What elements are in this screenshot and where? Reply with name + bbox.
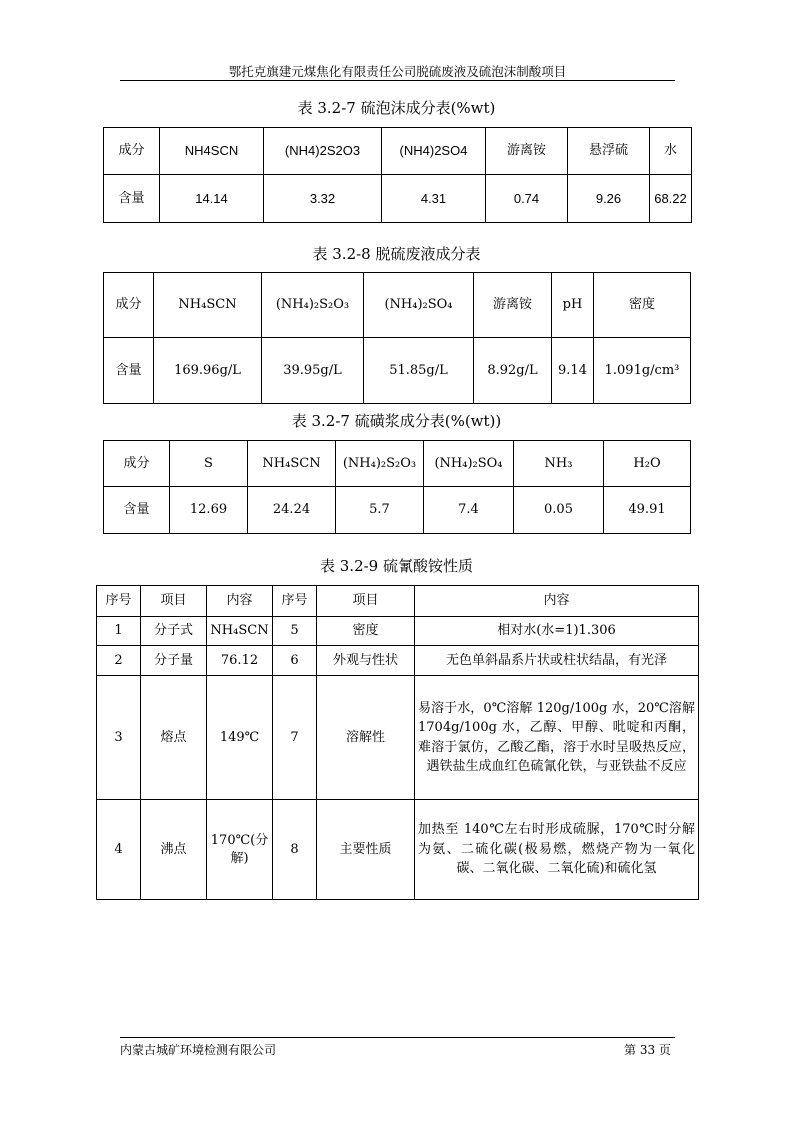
footer-rule xyxy=(120,1037,675,1038)
table-cell: 成分 xyxy=(104,441,170,487)
table-header-cell: 内容 xyxy=(207,586,273,617)
table-header-cell: 项目 xyxy=(141,586,207,617)
table-row xyxy=(104,273,691,338)
table-cell: 4 xyxy=(97,800,141,900)
table-cell: 含量 xyxy=(104,487,170,534)
table-cell: 76.12 xyxy=(207,646,273,676)
table-cell: 成分 xyxy=(104,273,154,338)
table-cell: S xyxy=(170,441,248,487)
table-cell: 3.32 xyxy=(264,175,382,223)
table-cell: 溶解性 xyxy=(317,676,415,800)
table-cell: 51.85g/L xyxy=(364,338,474,404)
table-cell: 相对水(水=1)1.306 xyxy=(415,617,699,646)
table-cell: 3 xyxy=(97,676,141,800)
table-row xyxy=(97,800,699,900)
sulfur-slurry-composition-table xyxy=(103,440,691,534)
table-cell: 无色单斜晶系片状或柱状结晶，有光泽 xyxy=(415,646,699,676)
table-cell: (NH₄)₂S₂O₃ xyxy=(262,273,364,338)
table-cell: 分子量 xyxy=(141,646,207,676)
table-row xyxy=(97,617,699,646)
table-header-cell: 内容 xyxy=(415,586,699,617)
table-cell: 9.26 xyxy=(568,175,650,223)
table-cell: 含量 xyxy=(104,175,160,223)
table-cell: 4.31 xyxy=(382,175,486,223)
table-cell: 24.24 xyxy=(248,487,336,534)
table-cell: 8.92g/L xyxy=(474,338,552,404)
table-cell: NH4SCN xyxy=(160,128,264,175)
table3-caption: 表 3.2-7 硫磺浆成分表(%(wt)) xyxy=(291,412,502,430)
table-cell: 6 xyxy=(273,646,317,676)
table-cell: (NH4)2S2O3 xyxy=(264,128,382,175)
waste-liquid-composition-table xyxy=(103,272,691,404)
table-cell: 悬浮硫 xyxy=(568,128,650,175)
table-cell: 含量 xyxy=(104,338,154,404)
table-header-row xyxy=(97,586,699,617)
table-cell: NH₃ xyxy=(514,441,604,487)
ammonium-thiocyanate-properties-table xyxy=(96,585,699,900)
table-cell: 0.05 xyxy=(514,487,604,534)
table-cell: 水 xyxy=(650,128,692,175)
table-cell: 密度 xyxy=(317,617,415,646)
table-cell: 0.74 xyxy=(486,175,568,223)
table-cell: 沸点 xyxy=(141,800,207,900)
table-cell: NH₄SCN xyxy=(207,617,273,646)
table-cell: pH xyxy=(552,273,594,338)
table-cell: 分子式 xyxy=(141,617,207,646)
table-cell: 游离铵 xyxy=(486,128,568,175)
table-cell: 加热至 140℃左右时形成硫脲，170℃时分解为氨、二硫化碳(极易燃，燃烧产物为一氧化碳、二氧化碳、二氧化硫)和硫化氢 xyxy=(415,800,699,900)
table-cell: (NH₄)₂SO₄ xyxy=(424,441,514,487)
table-cell: 7 xyxy=(273,676,317,800)
table4-caption: 表 3.2-9 硫氰酸铵性质 xyxy=(319,557,473,575)
table-cell: H₂O xyxy=(604,441,691,487)
page-header: 鄂托克旗建元煤焦化有限责任公司脱硫废液及硫泡沫制酸项目 xyxy=(228,64,567,79)
table-row xyxy=(104,487,691,534)
table1-caption: 表 3.2-7 硫泡沫成分表(%wt) xyxy=(297,99,496,117)
table-cell: 149℃ xyxy=(207,676,273,800)
table-cell: (NH₄)₂S₂O₃ xyxy=(336,441,424,487)
table-cell: 14.14 xyxy=(160,175,264,223)
table-cell: 170℃(分解) xyxy=(207,800,273,900)
table-row xyxy=(104,128,692,175)
footer-company: 内蒙古城矿环境检测有限公司 xyxy=(120,1043,277,1057)
table-cell: 1 xyxy=(97,617,141,646)
header-rule xyxy=(120,80,675,81)
table-cell: 169.96g/L xyxy=(154,338,262,404)
table-header-cell: 项目 xyxy=(317,586,415,617)
table-cell: 熔点 xyxy=(141,676,207,800)
table-header-cell: 序号 xyxy=(273,586,317,617)
table-cell: 密度 xyxy=(594,273,691,338)
table-cell: 1.091g/cm³ xyxy=(594,338,691,404)
table-row xyxy=(104,175,692,223)
table-cell: 外观与性状 xyxy=(317,646,415,676)
footer-page-number: 第 33 页 xyxy=(624,1043,671,1057)
table-header-cell: 序号 xyxy=(97,586,141,617)
table-row xyxy=(104,338,691,404)
table2-caption: 表 3.2-8 脱硫废液成分表 xyxy=(312,245,481,263)
table-cell: NH₄SCN xyxy=(154,273,262,338)
table-cell: 8 xyxy=(273,800,317,900)
table-cell: 5.7 xyxy=(336,487,424,534)
table-cell: 12.69 xyxy=(170,487,248,534)
table-cell: 2 xyxy=(97,646,141,676)
table-cell: 7.4 xyxy=(424,487,514,534)
table-cell: 68.22 xyxy=(650,175,692,223)
table-row xyxy=(104,441,691,487)
foam-composition-table xyxy=(103,127,692,223)
table-row xyxy=(97,646,699,676)
table-cell: 49.91 xyxy=(604,487,691,534)
table-cell: 39.95g/L xyxy=(262,338,364,404)
table-cell: (NH₄)₂SO₄ xyxy=(364,273,474,338)
table-cell: 成分 xyxy=(104,128,160,175)
table-cell: 主要性质 xyxy=(317,800,415,900)
table-row xyxy=(97,676,699,800)
table-cell: NH₄SCN xyxy=(248,441,336,487)
table-cell: (NH4)2SO4 xyxy=(382,128,486,175)
table-cell: 9.14 xyxy=(552,338,594,404)
table-cell: 易溶于水，0℃溶解 120g/100g 水，20℃溶解 1704g/100g 水，乙醇、甲醇、吡啶和丙酮，难溶于氯仿，乙酸乙酯，溶于水时呈吸热反应，遇铁盐生成血红色硫氰化铁，与亚铁盐不反应 xyxy=(415,676,699,800)
table-cell: 游离铵 xyxy=(474,273,552,338)
table-cell: 5 xyxy=(273,617,317,646)
